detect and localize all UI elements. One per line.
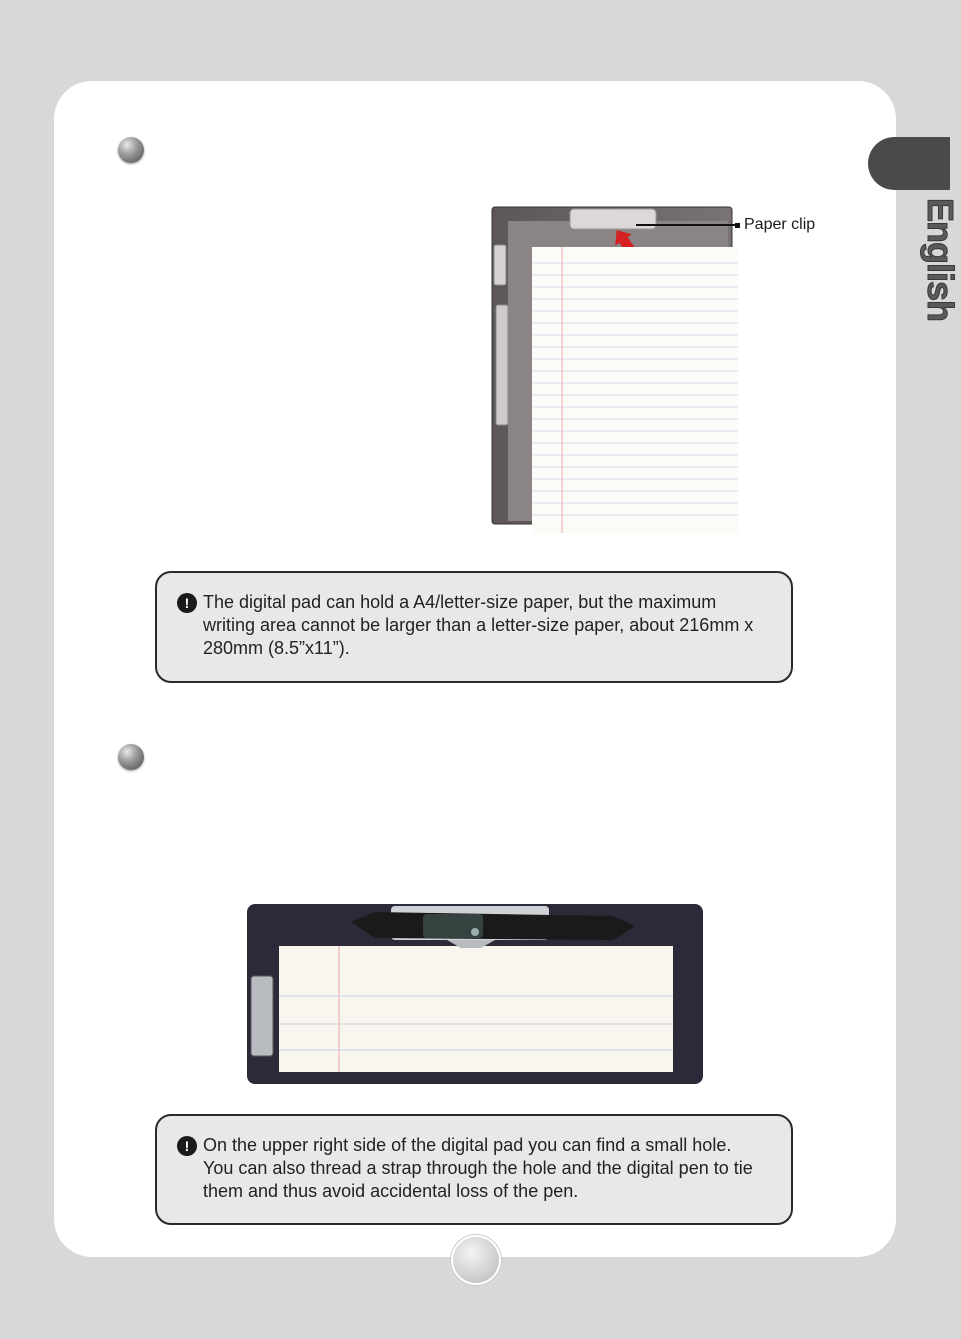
paper-sheet <box>532 247 738 533</box>
pad-side-strip <box>494 245 506 285</box>
note-box-paper-size <box>155 571 793 683</box>
pad-display-strip <box>251 976 273 1056</box>
section-1-bullet-icon <box>118 137 144 163</box>
exclamation-icon: ! <box>177 1136 197 1156</box>
page-number-badge <box>451 1235 501 1285</box>
note-text: On the upper right side of the digital pad you can find a small hole. You can also thread a strap through the hole and the digital pen to tie them and thus avoid accidental loss of the pen. <box>203 1135 753 1201</box>
language-tab <box>868 137 950 190</box>
paper-clip-illustration <box>490 205 740 535</box>
digital-pen <box>351 912 635 940</box>
pad-side-strip-lower <box>496 305 508 425</box>
pen-on-pad-illustration <box>243 900 705 1072</box>
paper-clip-label: Paper clip <box>744 216 816 233</box>
section-2-bullet-icon <box>118 744 144 770</box>
paper-sheet <box>279 946 673 1072</box>
note-text: The digital pad can hold a A4/letter-size paper, but the maximum writing area cannot be larger than a letter-size paper, about 216mm x 280mm (8.5”x11”). <box>203 592 754 658</box>
callout-dot <box>735 223 740 228</box>
note-box-strap-hole <box>155 1114 793 1225</box>
language-label: English <box>920 198 961 322</box>
exclamation-icon: ! <box>177 593 197 613</box>
